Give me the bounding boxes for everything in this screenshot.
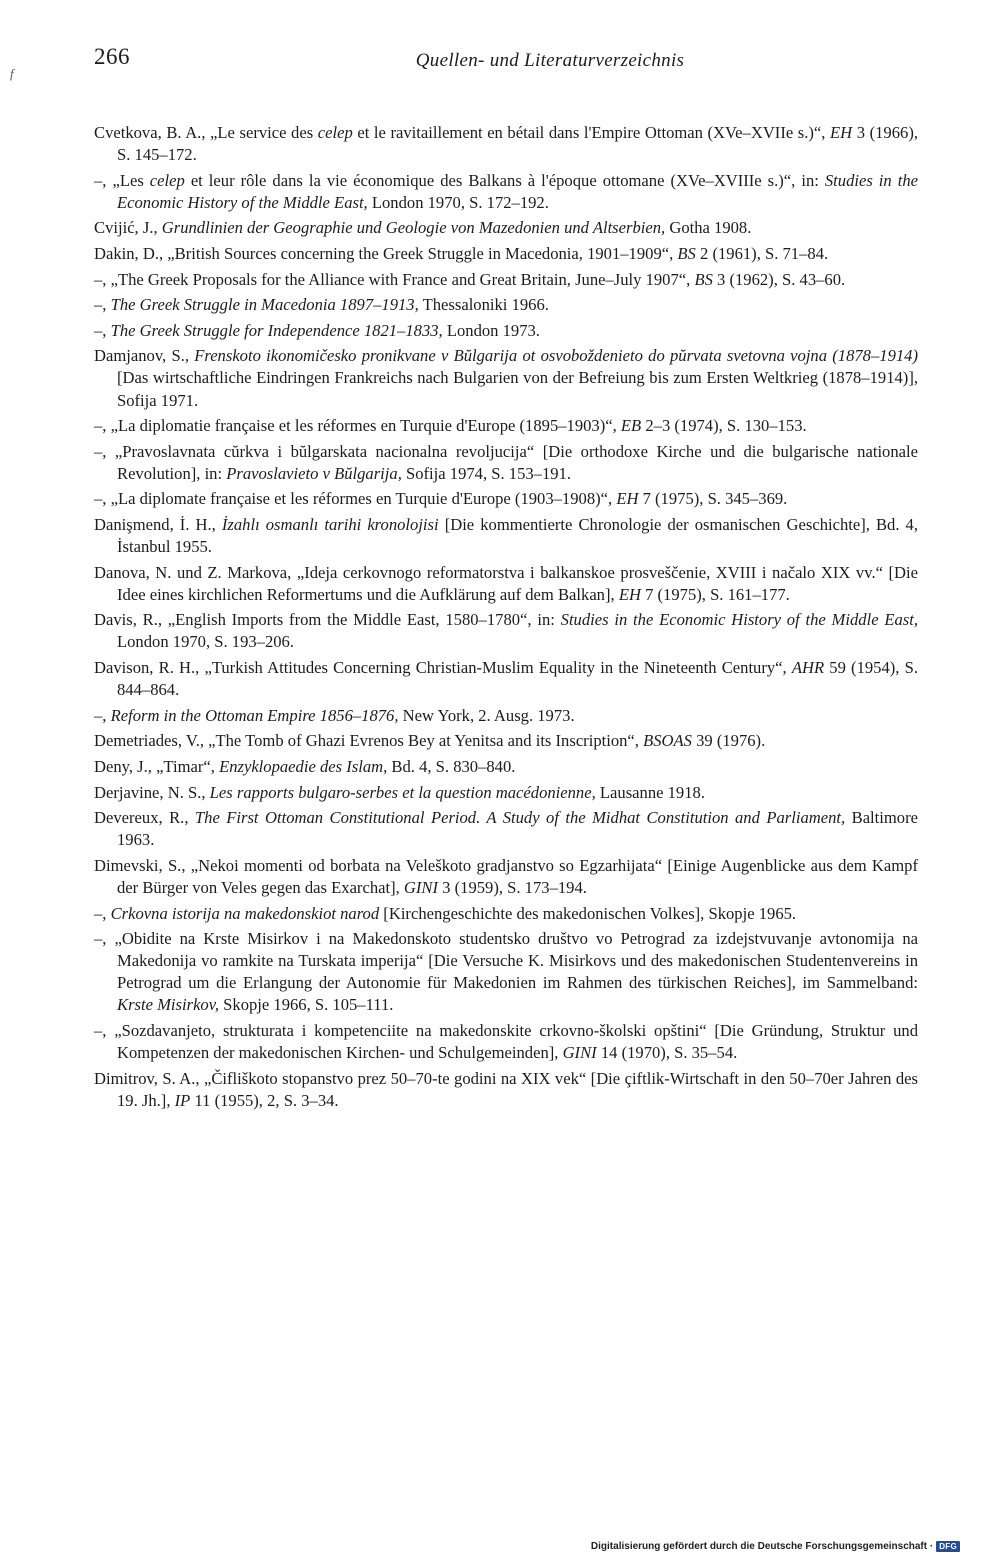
running-title: Quellen- und Literaturverzeichnis <box>415 50 685 71</box>
digitization-note: Digitalisierung gefördert durch die Deutsche Forschungsgemeinschaft · <box>590 1541 934 1552</box>
bib-entry <box>94 243 918 265</box>
bib-entry-segment: 7 (1975), S. 345–369. <box>638 489 788 509</box>
bib-entry-segment: Danişmend, İ. H., <box>94 515 222 534</box>
bib-entry-italic-segment: BS <box>677 243 696 263</box>
bib-entry <box>94 514 918 558</box>
bib-entry-italic-segment: Studies in the Economic History of the Middle East, <box>560 610 918 630</box>
bib-entry-segment: Davison, R. H., „Turkish Attitudes Concerning Christian-Muslim Equality in the Nineteenth Century“, <box>94 658 792 678</box>
bib-entry-segment: 3 (1962), S. 43–60. <box>712 269 846 289</box>
bib-entry-italic-segment: Frenskoto ikonomičesko pronikvane v Bŭlgarija ot osvoboždenieto do pŭrvata svetovna vojna (1878–1914) <box>194 346 918 366</box>
bib-entry-segment: Demetriades, V., „The Tomb of Ghazi Evrenos Bey at Yenitsa and its Inscription“, <box>94 731 644 751</box>
bib-entry <box>94 756 918 778</box>
digitization-footer <box>591 1541 960 1552</box>
bib-entry-segment: 7 (1975), S. 161–177. <box>640 584 790 604</box>
bib-entry <box>94 855 918 899</box>
bib-entry-segment: –, „La diplomate française et les réformes en Turquie d'Europe (1903–1908)“, <box>94 489 617 509</box>
bib-entry-segment: 14 (1970), S. 35–54. <box>596 1043 738 1063</box>
bib-entry <box>94 170 918 214</box>
bib-entry-segment: –, <box>94 903 111 923</box>
bib-entry-segment: Baltimore 1963. <box>117 808 918 850</box>
bib-entry-italic-segment: EH <box>618 584 641 604</box>
bib-entry-italic-segment: EH <box>616 489 639 509</box>
bib-entry-segment: 2 (1961), S. 71–84. <box>695 243 829 263</box>
bib-entry-segment: 39 (1976). <box>691 731 766 751</box>
bib-entry-segment: Skopje 1966, S. 105–111. <box>219 995 394 1015</box>
bib-entry <box>94 807 918 851</box>
bib-entry-italic-segment: Crkovna istorija na makedonskiot narod <box>110 903 380 923</box>
bib-entry <box>94 782 918 804</box>
bib-entry-segment: Cvijić, J., <box>94 218 162 238</box>
bib-entry-segment: –, <box>94 295 111 315</box>
dfg-logo-icon: DFG <box>936 1541 960 1552</box>
bib-entry-segment: Devereux, R., <box>94 808 195 828</box>
bib-entry <box>94 730 918 752</box>
bib-entry-italic-segment: Les rapports bulgaro-serbes et la question macédonienne, <box>209 782 596 802</box>
bib-entry-segment: Bd. 4, S. 830–840. <box>387 756 516 776</box>
bib-entry-segment: –, „Obidite na Krste Misirkov i na Makedonskoto studentsko društvo vo Petrograd za izdejstvuvanje avtonomija na Makedonija vo ramkite na Turskata imperija“ [Die Versuche K. Misirkovs und des makedonischen Studentenvereins in Petrograd um die Erlangung der Autonomie für Makedonien im Rahmen des türkischen Reiches], im Sammelband: <box>94 929 918 993</box>
bib-entry-segment: et le ravitaillement en bétail dans l'Empire Ottoman (XVe–XVIIe s.)“, <box>352 123 831 142</box>
bib-entry <box>94 441 918 485</box>
bib-entry-italic-segment: Enzyklopaedie des Islam, <box>219 756 388 776</box>
bib-entry-italic-segment: The Greek Struggle for Independence 1821–1833, <box>110 320 443 340</box>
bib-entry-italic-segment: BSOAS <box>643 731 692 751</box>
bib-entry-segment: Derjavine, N. S., <box>94 782 210 802</box>
bib-entry-segment: London 1970, S. 172–192. <box>367 192 549 212</box>
bib-entry-segment: Dimitrov, S. A., „Čifliškoto stopanstvo prez 50–70-te godini na XIX vek“ [Die çiftlik-Wirtschaft in den 50–70er Jahren des 19. Jh.], <box>94 1068 918 1110</box>
bib-entry-segment: London 1973. <box>442 320 540 340</box>
bib-entry-segment: –, „Les <box>94 170 150 190</box>
bib-entry <box>94 1020 918 1064</box>
bib-entry-italic-segment: Studies in the Economic History of the Middle East, <box>117 170 918 212</box>
bib-entry <box>94 320 918 342</box>
bib-entry <box>94 269 918 291</box>
bib-entry <box>94 657 918 701</box>
bib-entry-italic-segment: Pravoslavieto v Bŭlgarija, <box>226 463 402 483</box>
bib-entry-segment: [Kirchengeschichte des makedonischen Volkes], Skopje 1965. <box>379 903 797 923</box>
bib-entry-segment: –, „Sozdavanjeto, strukturata i kompetenciite na makedonskite crkovno-školski opštini“ [Die Gründung, Struktur und Kompetenzen der makedonischen Kirchen- und Schulgemeinden], <box>94 1020 918 1063</box>
bib-entry <box>94 217 918 239</box>
margin-mark: f <box>10 66 14 81</box>
bib-entry-segment: 2–3 (1974), S. 130–153. <box>641 416 807 436</box>
bib-entry-italic-segment: celep <box>149 170 185 190</box>
bib-entry-segment: –, <box>94 705 111 725</box>
bib-entry-italic-segment: IP <box>174 1090 191 1110</box>
bib-entry <box>94 562 918 606</box>
bib-entry-segment: –, „La diplomatie française et les réformes en Turquie d'Europe (1895–1903)“, <box>94 416 621 436</box>
bib-entry-segment: Damjanov, S., <box>94 346 195 366</box>
bib-entry-segment: Cvetkova, B. A., „Le service des <box>94 123 318 142</box>
bibliography-list <box>94 122 918 1115</box>
bib-entry-segment: [Die kommentierte Chronologie der osmanischen Geschichte], Bd. 4, İstanbul 1955. <box>117 515 918 557</box>
bib-entry-italic-segment: AHR <box>791 658 825 678</box>
bib-entry-italic-segment: The First Ottoman Constitutional Period. A Study of the Midhat Constitution and Parliament, <box>194 808 846 828</box>
bib-entry-italic-segment: Grundlinien der Geographie und Geologie von Mazedonien und Altserbien, <box>161 218 666 238</box>
bib-entry-segment: Danova, N. und Z. Markova, „Ideja cerkovnogo reformatorstva i balkanskoe prosveščenie, XVIII i načalo XIX vv.“ [Die Idee eines kirchlichen Reformertums und die Aufklärung auf dem Balkan], <box>94 562 918 604</box>
bib-entry-segment: et leur rôle dans la vie économique des Balkans à l'époque ottomane (XVe–XVIIIe s.)“, in: <box>184 170 825 190</box>
bib-entry <box>94 415 918 437</box>
bib-entry-italic-segment: İzahlı osmanlı tarihi kronolojisi <box>221 515 439 534</box>
bib-entry-segment: New York, 2. Ausg. 1973. <box>398 705 575 725</box>
bib-entry <box>94 345 918 411</box>
bib-entry-segment: Davis, R., „English Imports from the Middle East, 1580–1780“, in: <box>94 610 561 630</box>
bib-entry-italic-segment: GINI <box>562 1043 597 1063</box>
bib-entry <box>94 903 918 925</box>
bib-entry-segment: Thessaloniki 1966. <box>418 295 549 315</box>
bib-entry <box>94 1068 918 1112</box>
bib-entry-segment: Gotha 1908. <box>665 218 752 238</box>
bib-entry-segment: –, „The Greek Proposals for the Alliance with France and Great Britain, June–July 1907“, <box>94 269 695 289</box>
bib-entry-segment: –, „Pravoslavnata cŭrkva i bŭlgarskata nacionalna revoljucija“ [Die orthodoxe Kirche und die bulgarische nationale Revolution], in: <box>94 441 918 483</box>
bib-entry-italic-segment: The Greek Struggle in Macedonia 1897–1913, <box>110 295 419 315</box>
bib-entry-italic-segment: Reform in the Ottoman Empire 1856–1876, <box>110 705 399 725</box>
bib-entry <box>94 928 918 1016</box>
bib-entry-segment: London 1970, S. 193–206. <box>117 632 295 652</box>
page-number: 266 <box>94 44 130 69</box>
bib-entry-segment: Sofija 1974, S. 153–191. <box>401 463 572 483</box>
bib-entry-segment: Dimevski, S., „Nekoi momenti od borbata na Veleškoto gradjanstvo so Egzarhijata“ [Einige Augenblicke aus dem Kampf der Bürger von Veles gegen das Exarchat], <box>94 855 918 897</box>
bib-entry-italic-segment: Krste Misirkov, <box>117 995 220 1015</box>
bib-entry <box>94 122 918 166</box>
bib-entry-segment: 11 (1955), 2, S. 3–34. <box>190 1090 339 1110</box>
bib-entry-segment: Dakin, D., „British Sources concerning the Greek Struggle in Macedonia, 1901–1909“, <box>94 243 678 263</box>
bib-entry <box>94 294 918 316</box>
bib-entry-segment: Lausanne 1918. <box>595 782 705 802</box>
bib-entry-segment: [Das wirtschaftliche Eindringen Frankreichs nach Bulgarien von der Befreiung bis zum Ersten Weltkrieg (1878–1914)], Sofija 1971. <box>117 368 918 410</box>
bib-entry-segment: 3 (1966), S. 145–172. <box>117 123 918 165</box>
bib-entry <box>94 609 918 653</box>
bib-entry-segment: 59 (1954), S. 844–864. <box>117 658 918 700</box>
bib-entry-italic-segment: EH <box>830 123 853 142</box>
bib-entry-italic-segment: BS <box>694 269 713 289</box>
bib-entry-segment: 3 (1959), S. 173–194. <box>438 877 587 897</box>
bib-entry-italic-segment: celep <box>317 123 353 142</box>
bib-entry-italic-segment: EB <box>620 416 642 436</box>
bib-entry-segment: Deny, J., „Timar“, <box>94 756 220 776</box>
bib-entry-segment: –, <box>94 320 111 340</box>
bib-entry-italic-segment: GINI <box>403 877 439 897</box>
bib-entry <box>94 488 918 510</box>
bib-entry <box>94 705 918 727</box>
